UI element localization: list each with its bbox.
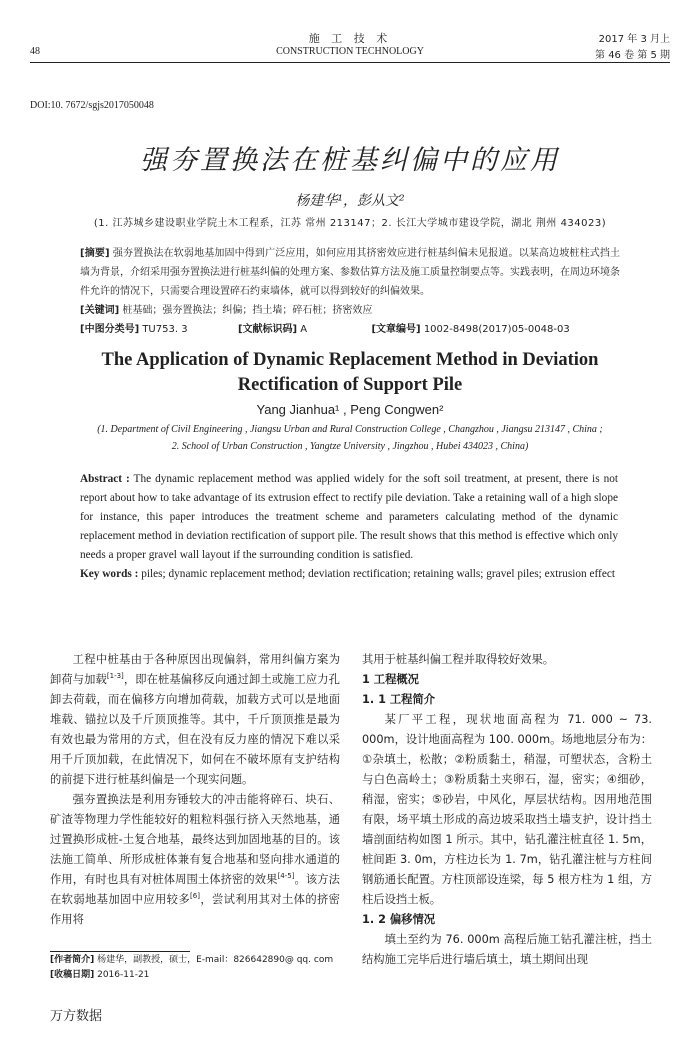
page-number: 48: [30, 46, 40, 57]
volume-issue: 第 46 卷 第 5 期: [595, 50, 670, 61]
citation: [4-5]: [277, 872, 295, 881]
keywords-en-text: piles; dynamic replacement method; deviation rectification; retaining walls; gravel piles; extrusion effect: [141, 568, 615, 580]
affiliation-en-2: 2. School of Urban Construction , Yangtze University , Jingzhou , Hubei 434023 , China): [171, 441, 529, 452]
body-paragraph: 某厂平工程，现状地面高程为 71. 000 ~ 73. 000m，设计地面高程为 100. 000m。场地地层分布为：①杂填土，松散；②粉质黏土，稍湿，可塑状态，含粉土与白色高岭土；③粉质黏土夹卵石，湿，密实；④细砂，稍湿，密实；⑤砂岩，中风化，厚层状结构。因用地范围有限，场平填土形成的高边坡采取挡土墙支护，设计挡土墙剖面结构如图 1 所示。其中，钻孔灌注桩直径 1. 5m，桩间距 3. 0m，方柱边长为 1. 7m，钻孔灌注桩与方柱间钢筋通长配置。方柱顶部设连梁，每 5 根方柱为 1 组，方柱后设挡土板。: [362, 713, 652, 906]
keywords-cn-label: [关键词]: [80, 305, 120, 316]
classification-row: [80, 320, 620, 339]
doc-code-value: A: [300, 324, 308, 335]
doc-code-label: [文献标识码]: [237, 324, 298, 335]
received-date-text: 2016-11-21: [97, 970, 150, 980]
clc-value: TU753. 3: [142, 324, 188, 335]
abstract-en-text: The dynamic replacement method was applied widely for the soft soil treatment, at present, there is not report about how to take advantage of its extrusion effect to rectify pile deviation. Take a retaining wall of a high slope for instance, this paper introduces the treatment scheme and parameters calculating method of the dynamic replacement method in deviation rectification of support pile. The result shows that this method is effective which only needs a proper gravel wall layout if the surrounding condition is satisfied.: [80, 473, 619, 561]
affiliation-en-1: (1. Department of Civil Engineering , Jiangsu Urban and Rural Construction College , Changzhou , Jiangsu 213147 , China ;: [97, 424, 603, 435]
header-rule: [30, 62, 670, 63]
article-number-label: [文章编号]: [371, 324, 421, 335]
section-heading-1-2: 1. 2 偏移情况: [362, 913, 436, 926]
section-heading-1-1: 1. 1 工程简介: [362, 693, 436, 706]
citation: [6]: [190, 892, 200, 901]
keywords-en-label: Key words :: [80, 568, 139, 580]
authors-en: Yang Jianhua¹ , Peng Congwen²: [256, 402, 444, 417]
received-date-label: [收稿日期]: [50, 970, 95, 980]
body-paragraph: 强夯置换法是利用夯锤较大的冲击能将碎石、块石、矿渣等物理力学性能较好的粗粒料强行挤入天然地基，通过置换形成桩-土复合地基，最终达到加固地基的目的。该法施工简单、所形成桩体兼有复合地基和竖向排水通道的作用，有时也具有对桩体周围土体挤密的效果[4-5]。该方法在软弱地基加固中应用较多[6]，尝试利用其对土体的挤密作用将: [50, 793, 340, 926]
author-info-text: 杨建华，副教授，硕士，E-mail：826642890@ qq. com: [97, 955, 334, 965]
journal-name-cn: 施 工 技 术: [308, 32, 392, 45]
author-info-label: [作者简介]: [50, 955, 95, 965]
wanfang-watermark: 万方数据: [50, 1009, 103, 1024]
abstract-cn-text: 强夯置换法在软弱地基加固中得到广泛应用，如何应用其挤密效应进行桩基纠偏未见报道。以某高边坡桩柱式挡土墙为背景，介绍采用强夯置换法进行桩基纠偏的处理方案、参数估算方法及施工质量控制要点等。实践表明，在周边环境条件允许的情况下，只需要合理设置碎石约束墙体，就可以得到较好的纠偏效果。: [80, 248, 620, 297]
citation: [1-3]: [106, 672, 124, 681]
body-paragraph: 其用于桩基纠偏工程并取得较好效果。: [362, 653, 555, 666]
title-cn: 强夯置换法在桩基纠偏中的应用: [140, 145, 560, 176]
abstract-cn: [80, 244, 620, 301]
body-right-column: [362, 650, 652, 970]
footnote-rule: [50, 951, 190, 952]
footnote: [50, 953, 340, 983]
keywords-cn: [80, 301, 620, 320]
body-left-column: [50, 650, 340, 930]
clc-label: [中图分类号]: [80, 324, 140, 335]
journal-name-en: CONSTRUCTION TECHNOLOGY: [276, 46, 424, 57]
keywords-cn-text: 桩基础；强夯置换法；纠偏；挡土墙；碎石桩；挤密效应: [122, 305, 373, 316]
body-paragraph: 填土至约为 76. 000m 高程后施工钻孔灌注桩，挡土结构施工完毕后进行墙后填土，填土期间出现: [362, 933, 652, 966]
title-en: The Application of Dynamic Replacement Method in Deviation Rectification of Support Pile: [101, 350, 599, 395]
issue-date: 2017 年 3 月上: [598, 34, 670, 45]
authors-cn: 杨建华¹，彭从文²: [295, 193, 405, 209]
affiliations-cn: (1. 江苏城乡建设职业学院土木工程系，江苏 常州 213147；2. 长江大学城市建设学院，湖北 荆州 434023): [93, 218, 607, 229]
article-number-value: 1002-8498(2017)05-0048-03: [423, 324, 570, 335]
doi: DOI:10. 7672/sgjs2017050048: [30, 100, 154, 111]
body-paragraph: 工程中桩基由于各种原因出现偏斜，常用纠偏方案为卸荷与加载[1-3]，即在桩基偏移反向通过卸土或施工应力孔卸去荷载，而在偏移方向增加荷载，加载方式可以是地面堆载、锚拉以及千斤顶顶推等。其中，千斤顶顶推是最为有效也最为常用的方式，但在没有反力座的情况下难以采用千斤顶加载，在此情况下，如何在不破坏原有支护结构的前提下进行桩基纠偏是一个现实问题。: [50, 653, 340, 786]
abstract-en: [80, 470, 618, 584]
abstract-en-label: Abstract :: [80, 473, 130, 485]
abstract-cn-label: [摘要]: [80, 248, 110, 259]
section-heading-1: 1 工程概况: [362, 673, 419, 686]
